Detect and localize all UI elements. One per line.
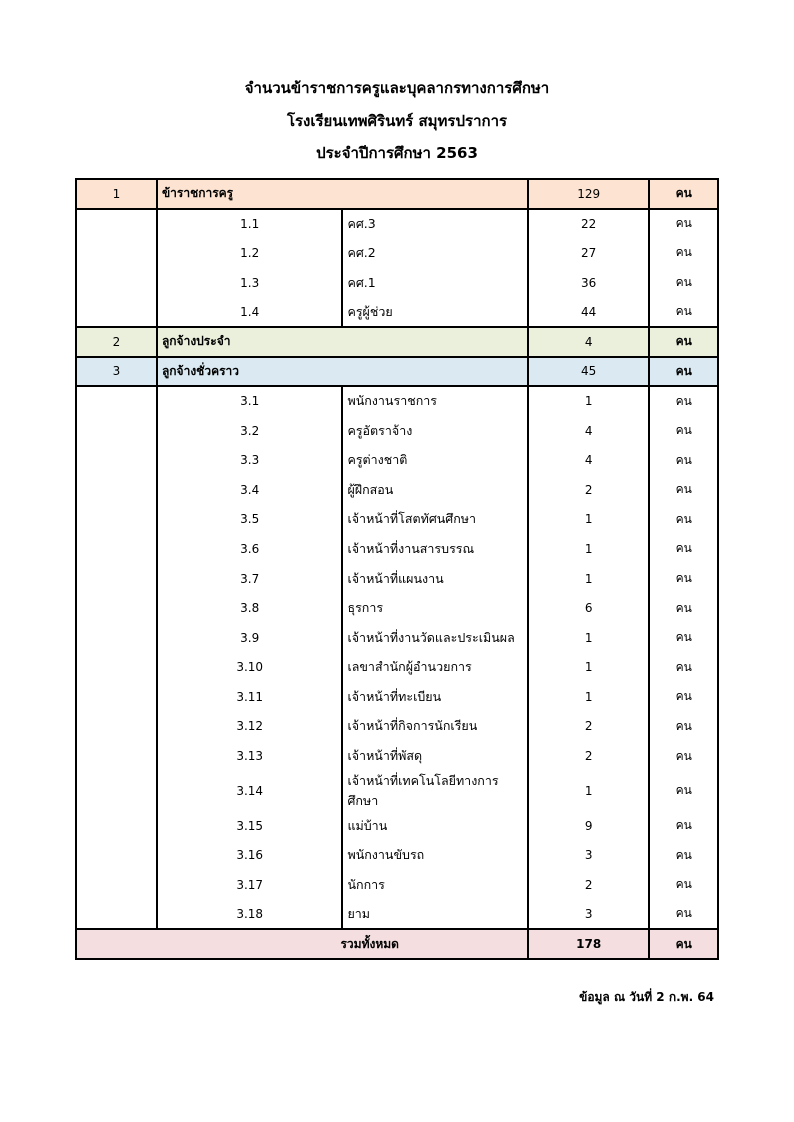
academic-year: ประจำปีการศึกษา 2563 <box>316 144 478 162</box>
item-unit: คน <box>649 209 718 239</box>
item-number: 3.15 <box>157 811 343 841</box>
item-blank <box>76 623 157 653</box>
item-count: 1 <box>528 386 649 416</box>
item-number: 3.11 <box>157 682 343 712</box>
item-count: 3 <box>528 900 649 930</box>
item-blank <box>76 771 157 811</box>
item-blank <box>76 505 157 535</box>
item-unit: คน <box>649 811 718 841</box>
item-count: 1 <box>528 505 649 535</box>
item-unit: คน <box>649 623 718 653</box>
item-name: เจ้าหน้าที่ทะเบียน <box>342 682 528 712</box>
group-row <box>76 327 718 357</box>
item-row <box>76 623 718 653</box>
item-count: 1 <box>528 682 649 712</box>
item-count: 3 <box>528 840 649 870</box>
item-name: เจ้าหน้าที่เทคโนโลยีทางการศึกษา <box>342 771 528 811</box>
item-name: เลขาสำนักผู้อำนวยการ <box>342 653 528 683</box>
group-name: ลูกจ้างประจำ <box>157 327 528 357</box>
item-number: 1.2 <box>157 238 343 268</box>
item-number: 3.13 <box>157 741 343 771</box>
item-count: 9 <box>528 811 649 841</box>
item-count: 1 <box>528 771 649 811</box>
item-name: ครูอัตราจ้าง <box>342 416 528 446</box>
group-number: 2 <box>76 327 157 357</box>
item-blank <box>76 416 157 446</box>
group-number: 3 <box>76 357 157 387</box>
item-number: 3.17 <box>157 870 343 900</box>
item-count: 4 <box>528 416 649 446</box>
item-count: 1 <box>528 653 649 683</box>
item-row <box>76 712 718 742</box>
item-count: 2 <box>528 870 649 900</box>
item-number: 1.1 <box>157 209 343 239</box>
item-unit: คน <box>649 840 718 870</box>
item-number: 1.4 <box>157 297 343 327</box>
item-row <box>76 653 718 683</box>
item-unit: คน <box>649 445 718 475</box>
item-blank <box>76 811 157 841</box>
item-number: 3.9 <box>157 623 343 653</box>
item-row <box>76 564 718 594</box>
item-count: 1 <box>528 564 649 594</box>
item-name: เจ้าหน้าที่งานวัดและประเมินผล <box>342 623 528 653</box>
item-blank <box>76 297 157 327</box>
group-unit: คน <box>649 179 718 209</box>
item-count: 22 <box>528 209 649 239</box>
item-count: 1 <box>528 534 649 564</box>
item-number: 3.4 <box>157 475 343 505</box>
item-unit: คน <box>649 593 718 623</box>
item-unit: คน <box>649 297 718 327</box>
item-blank <box>76 741 157 771</box>
staff-count-table <box>75 178 719 960</box>
item-blank <box>76 900 157 930</box>
item-name: คศ.2 <box>342 238 528 268</box>
item-name: เจ้าหน้าที่กิจการนักเรียน <box>342 712 528 742</box>
item-blank <box>76 712 157 742</box>
total-label: รวมทั้งหมด <box>76 929 528 959</box>
item-number: 3.7 <box>157 564 343 594</box>
item-blank <box>76 653 157 683</box>
item-unit: คน <box>649 712 718 742</box>
item-count: 44 <box>528 297 649 327</box>
item-blank <box>76 682 157 712</box>
group-unit: คน <box>649 357 718 387</box>
item-count: 4 <box>528 445 649 475</box>
data-date-note: ข้อมูล ณ วันที่ 2 ก.พ. 64 <box>579 990 714 1004</box>
item-blank <box>76 268 157 298</box>
item-blank <box>76 475 157 505</box>
item-count: 2 <box>528 741 649 771</box>
item-name: เจ้าหน้าที่งานสารบรรณ <box>342 534 528 564</box>
item-unit: คน <box>649 416 718 446</box>
item-number: 3.5 <box>157 505 343 535</box>
item-unit: คน <box>649 238 718 268</box>
item-count: 36 <box>528 268 649 298</box>
total-row <box>76 929 718 959</box>
item-name: คศ.3 <box>342 209 528 239</box>
group-number: 1 <box>76 179 157 209</box>
school-name: โรงเรียนเทพศิรินทร์ สมุทรปราการ <box>286 112 508 130</box>
item-number: 3.16 <box>157 840 343 870</box>
item-name: นักการ <box>342 870 528 900</box>
item-number: 3.10 <box>157 653 343 683</box>
item-name: พนักงานขับรถ <box>342 840 528 870</box>
item-name: ผู้ฝึกสอน <box>342 475 528 505</box>
item-blank <box>76 564 157 594</box>
item-name: ยาม <box>342 900 528 930</box>
item-blank <box>76 593 157 623</box>
item-number: 3.1 <box>157 386 343 416</box>
item-blank <box>76 840 157 870</box>
item-number: 3.12 <box>157 712 343 742</box>
item-unit: คน <box>649 534 718 564</box>
item-row <box>76 268 718 298</box>
item-name: พนักงานราชการ <box>342 386 528 416</box>
item-unit: คน <box>649 771 718 811</box>
item-row <box>76 505 718 535</box>
item-row <box>76 445 718 475</box>
item-row <box>76 900 718 930</box>
item-count: 1 <box>528 623 649 653</box>
item-count: 27 <box>528 238 649 268</box>
item-unit: คน <box>649 653 718 683</box>
item-row <box>76 811 718 841</box>
item-name: เจ้าหน้าที่พัสดุ <box>342 741 528 771</box>
item-number: 3.18 <box>157 900 343 930</box>
item-row <box>76 297 718 327</box>
item-count: 2 <box>528 712 649 742</box>
item-name: คศ.1 <box>342 268 528 298</box>
group-row <box>76 179 718 209</box>
item-count: 6 <box>528 593 649 623</box>
item-blank <box>76 209 157 239</box>
item-row <box>76 741 718 771</box>
item-unit: คน <box>649 682 718 712</box>
total-count: 178 <box>528 929 649 959</box>
item-unit: คน <box>649 505 718 535</box>
group-count: 129 <box>528 179 649 209</box>
group-row <box>76 357 718 387</box>
item-name: ธุรการ <box>342 593 528 623</box>
item-unit: คน <box>649 870 718 900</box>
item-blank <box>76 870 157 900</box>
item-unit: คน <box>649 268 718 298</box>
group-unit: คน <box>649 327 718 357</box>
item-name: แม่บ้าน <box>342 811 528 841</box>
item-unit: คน <box>649 386 718 416</box>
total-unit: คน <box>649 929 718 959</box>
item-row <box>76 771 718 811</box>
item-name: ครูผู้ช่วย <box>342 297 528 327</box>
item-row <box>76 840 718 870</box>
item-number: 3.8 <box>157 593 343 623</box>
item-row <box>76 682 718 712</box>
item-unit: คน <box>649 900 718 930</box>
item-row <box>76 870 718 900</box>
document-title: จำนวนข้าราชการครูและบุคลากรทางการศึกษา <box>244 79 550 97</box>
item-row <box>76 475 718 505</box>
item-unit: คน <box>649 564 718 594</box>
item-blank <box>76 386 157 416</box>
staff-table-body <box>76 179 718 959</box>
item-number: 3.6 <box>157 534 343 564</box>
item-blank <box>76 534 157 564</box>
item-number: 1.3 <box>157 268 343 298</box>
item-blank <box>76 445 157 475</box>
item-blank <box>76 238 157 268</box>
item-row <box>76 534 718 564</box>
item-row <box>76 593 718 623</box>
item-number: 3.2 <box>157 416 343 446</box>
item-name: เจ้าหน้าที่แผนงาน <box>342 564 528 594</box>
item-number: 3.14 <box>157 771 343 811</box>
item-row <box>76 209 718 239</box>
group-name: ข้าราชการครู <box>157 179 528 209</box>
item-number: 3.3 <box>157 445 343 475</box>
item-unit: คน <box>649 475 718 505</box>
group-name: ลูกจ้างชั่วคราว <box>157 357 528 387</box>
item-row <box>76 238 718 268</box>
item-name: เจ้าหน้าที่โสตทัศนศึกษา <box>342 505 528 535</box>
group-count: 45 <box>528 357 649 387</box>
group-count: 4 <box>528 327 649 357</box>
item-count: 2 <box>528 475 649 505</box>
item-row <box>76 386 718 416</box>
item-unit: คน <box>649 741 718 771</box>
item-name: ครูต่างชาติ <box>342 445 528 475</box>
item-row <box>76 416 718 446</box>
